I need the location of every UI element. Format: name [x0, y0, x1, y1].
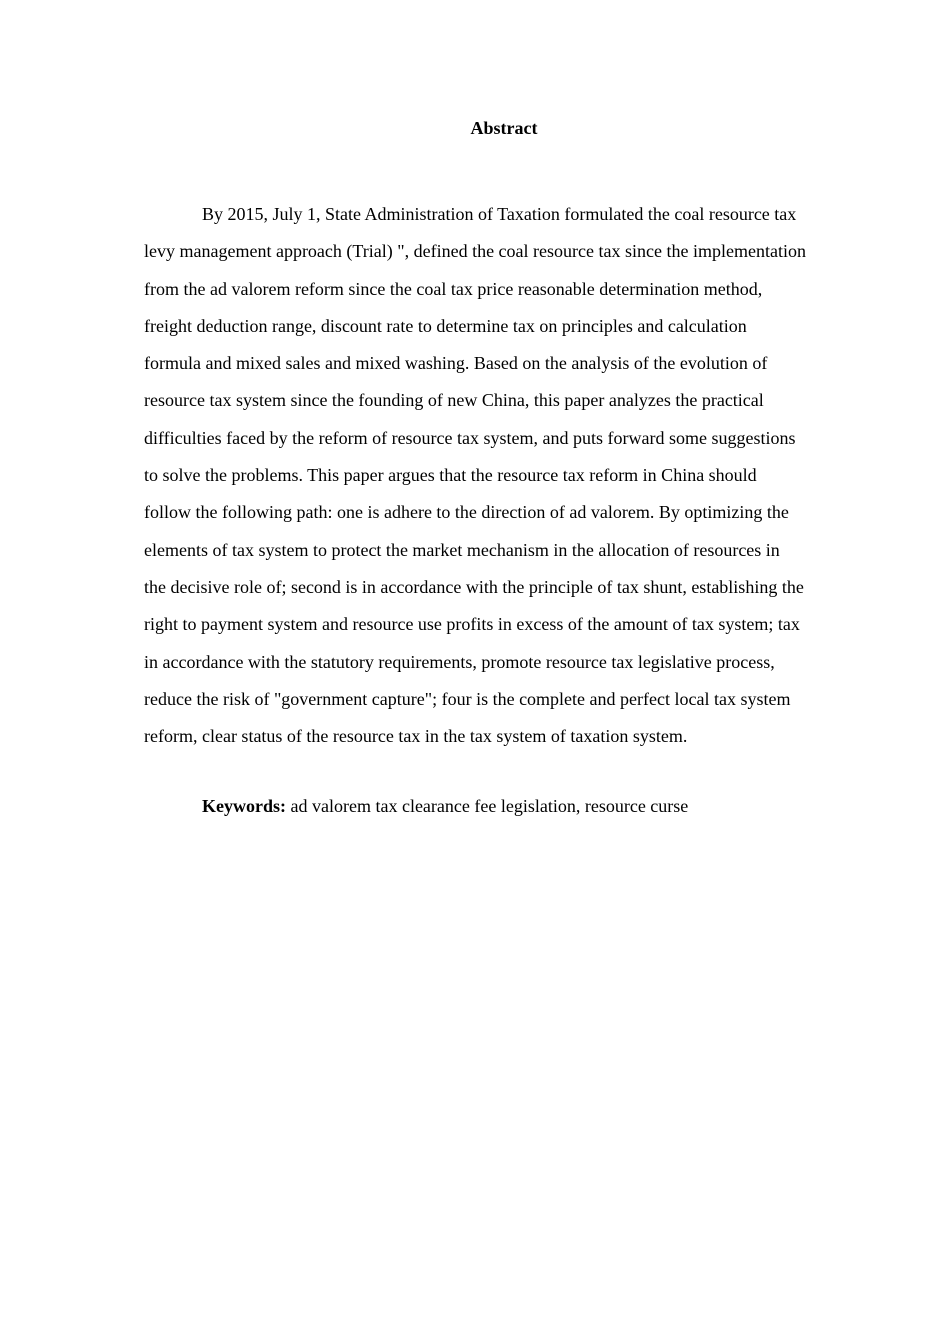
keywords-text: ad valorem tax clearance fee legislation, resource curse [286, 796, 689, 816]
keywords-label: Keywords: [202, 796, 286, 816]
abstract-body-paragraph: By 2015, July 1, State Administration of Taxation formulated the coal resource tax levy management approach (Trial) ", defined the coal resource tax since the implementation from the ad valorem reform since the coal tax price reasonable determination method, freight deduction range, discount rate to determine tax on principles and calculation formula and mixed sales and mixed washing. Based on the analysis of the evolution of resource tax system since the founding of new China, this paper analyzes the practical difficulties faced by the reform of resource tax system, and puts forward some suggestions to solve the problems. This paper argues that the resource tax reform in China should follow the following path: one is adhere to the direction of ad valorem. By optimizing the elements of tax system to protect the market mechanism in the allocation of resources in the decisive role of; second is in accordance with the principle of tax shunt, establishing the right to payment system and resource use profits in excess of the amount of tax system; tax in accordance with the statutory requirements, promote resource tax legislative process, reduce the risk of "government capture"; four is the complete and perfect local tax system reform, clear status of the resource tax in the tax system of taxation system. [144, 204, 806, 747]
abstract-title: Abstract [470, 118, 538, 138]
keywords-line [144, 792, 806, 820]
